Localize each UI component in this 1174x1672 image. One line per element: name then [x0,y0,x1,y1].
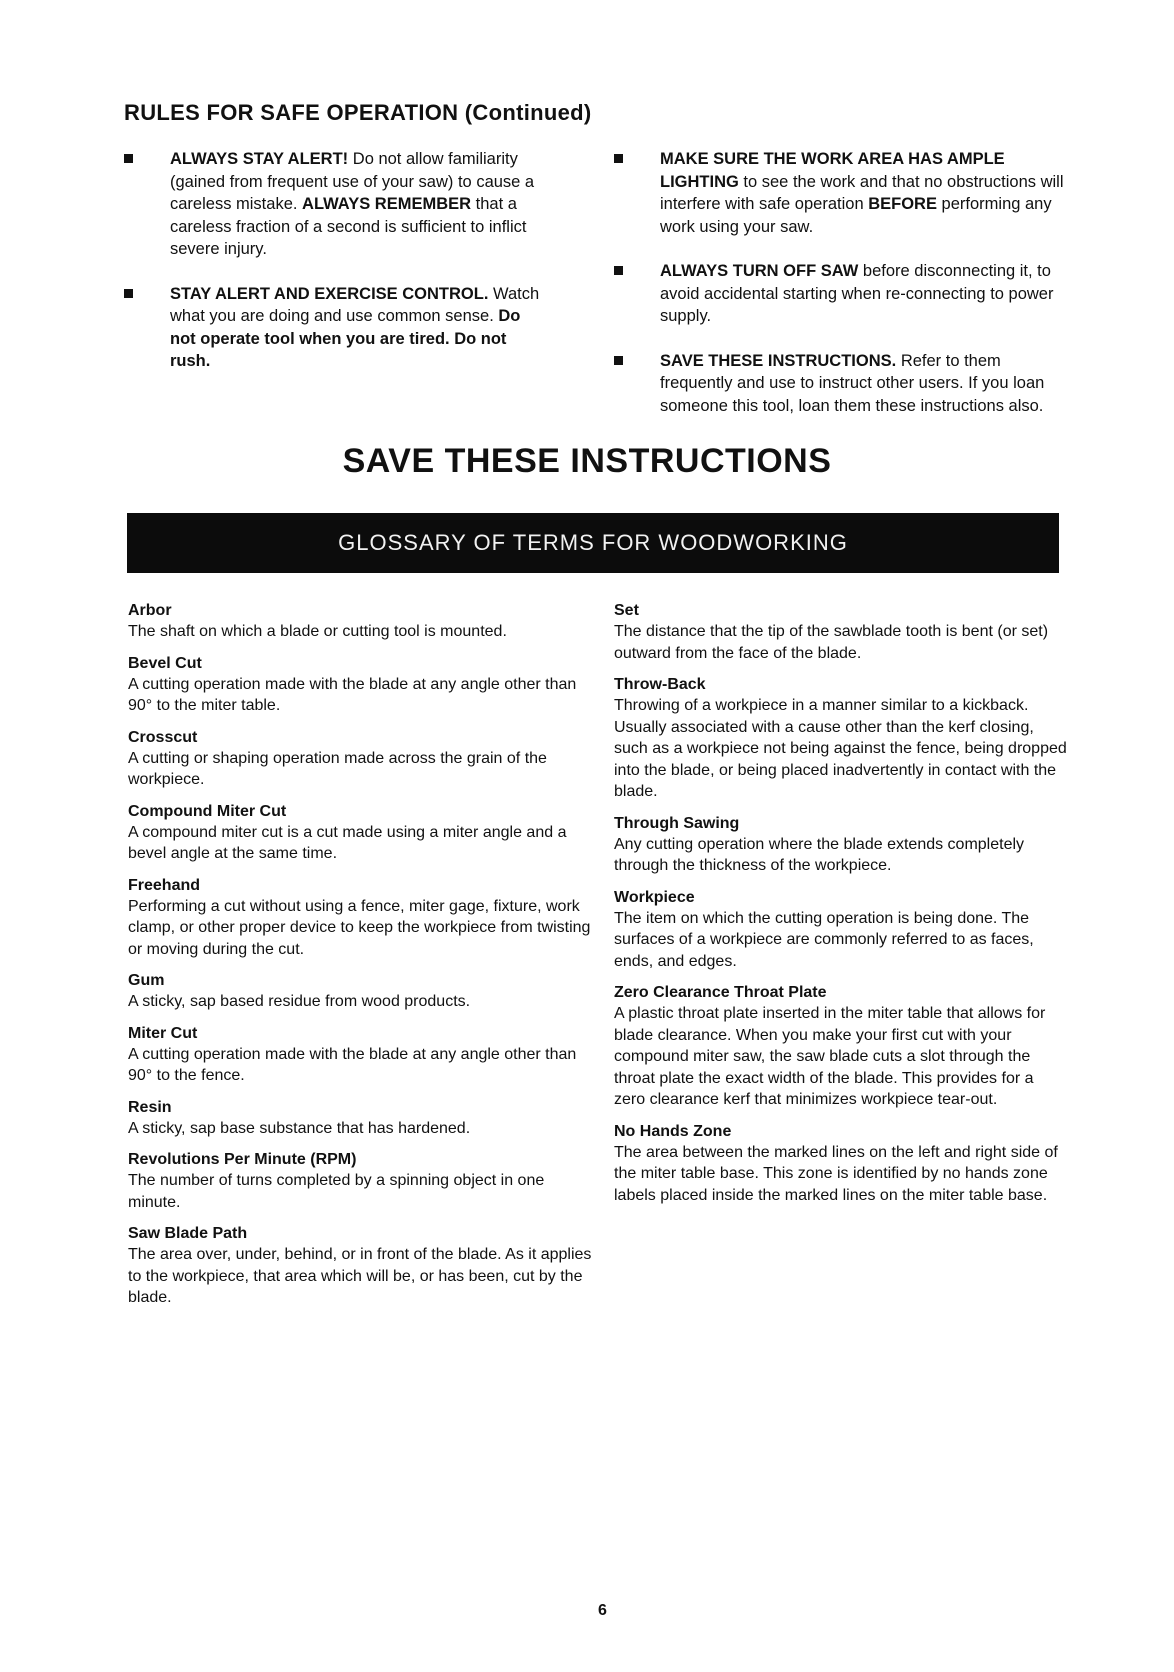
rule-text: Watch what you are doing and use common sense. [170,284,540,325]
glossary-entry [128,727,598,791]
glossary-definition: A cutting operation made with the blade at any angle other than 90° to the miter table. [128,675,577,714]
glossary-entry [128,875,598,961]
glossary-definition: The area over, under, behind, or in front of the blade. As it applies to the workpiece, that area which will be, or has been, cut by the blade. [128,1246,592,1306]
rule-item [124,283,544,373]
glossary-header-bar [127,513,1059,573]
glossary-entry [614,1121,1069,1207]
page-number: 6 [598,1602,607,1619]
glossary-definition: The distance that the tip of the sawblade tooth is bent (or set) outward from the face of the blade. [614,623,1049,662]
glossary-term: Bevel Cut [128,654,202,672]
glossary-entry [614,813,1069,877]
glossary-term: Revolutions Per Minute (RPM) [128,1151,357,1168]
glossary-term: Freehand [128,876,201,894]
glossary-definition: Performing a cut without using a fence, miter gage, fixture, work clamp, or other proper device to keep the workpiece from twisting or moving during the cut. [128,897,591,958]
glossary-entry [614,887,1069,973]
rule-item [614,350,1064,418]
rules-left-column [124,148,544,395]
glossary-term: Zero Clearance Throat Plate [614,984,827,1001]
glossary-term: Throw-Back [614,676,706,693]
rules-title: RULES FOR SAFE OPERATION (Continued) [124,100,592,125]
rule-item [124,148,544,261]
rule-bold-emphasis: ALWAYS REMEMBER [302,195,472,213]
glossary-definition: A sticky, sap base substance that has hardened. [128,1119,471,1137]
rule-text: that a careless fraction of a second is sufficient to inflict severe injury. [170,195,527,258]
square-bullet-icon [124,289,133,298]
glossary-definition: Throwing of a workpiece in a manner similar to a kickback. Usually associated with a cause other than the kerf closing, such as a workpiece not being against the fence, being dropped into the blade, or being placed inadvertently in contact with the blade. [614,697,1067,800]
square-bullet-icon [614,154,623,163]
glossary-entry [614,674,1069,803]
glossary-term: Arbor [128,602,172,619]
glossary-definition: The number of turns completed by a spinning object in one minute. [128,1172,545,1211]
glossary-term: Crosscut [128,728,198,746]
glossary-entry [128,970,598,1013]
rule-text: before disconnecting it, to avoid accidental starting when re-connecting to power supply. [660,262,1054,325]
glossary-entry [128,1223,598,1309]
glossary-term: Miter Cut [128,1024,198,1042]
glossary-term: Gum [128,972,165,989]
glossary-header: GLOSSARY OF TERMS FOR WOODWORKING [338,530,848,555]
glossary-definition: The item on which the cutting operation is being done. The surfaces of a workpiece are commonly referred to as faces, ends, and edges. [614,909,1034,970]
glossary-term: Compound Miter Cut [128,802,287,820]
save-instructions-title: SAVE THESE INSTRUCTIONS [342,442,832,480]
glossary-definition: The shaft on which a blade or cutting tool is mounted. [128,623,507,640]
glossary-entry [128,1023,598,1087]
glossary-entry [128,1097,598,1140]
rule-bold-lead: ALWAYS STAY ALERT! [170,150,349,168]
rule-bold-lead: SAVE THESE INSTRUCTIONS. [660,351,897,370]
rule-bold-emphasis: Do not operate tool when you are tired. Do not rush. [170,307,521,370]
rules-right-column [614,148,1064,439]
rule-bold-lead: ALWAYS TURN OFF SAW [660,262,859,280]
glossary-definition: Any cutting operation where the blade extends completely through the thickness of the workpiece. [614,835,1025,874]
glossary-definition: A cutting or shaping operation made across the grain of the workpiece. [128,749,547,788]
glossary-entry [128,653,598,717]
glossary-definition: The area between the marked lines on the left and right side of the miter table base. This zone is identified by no hands zone labels placed inside the marked lines on the miter table base. [614,1143,1058,1204]
rule-item [614,260,1064,328]
glossary-entry [614,600,1069,664]
rule-text: to see the work and that no obstructions will interfere with safe operation [660,172,1064,213]
glossary-entry [128,1149,598,1213]
rule-text: performing any work using your saw. [660,195,1052,236]
square-bullet-icon [614,356,623,365]
glossary-definition: A cutting operation made with the blade at any angle other than 90° to the fence. [128,1045,577,1084]
square-bullet-icon [614,266,623,275]
glossary-term: Through Sawing [614,814,740,832]
glossary-right-column [614,600,1069,1216]
glossary-term: Set [614,602,639,619]
glossary-definition: A plastic throat plate inserted in the miter table that allows for blade clearance. When you make your first cut with your compound miter saw, the saw blade cuts a slot through the throat plate the exact width of the blade. This provides for a zero clearance kerf that minimizes workpiece tear-out. [614,1005,1046,1108]
glossary-term: Workpiece [614,888,695,906]
rule-text: Refer to them frequently and use to instruct other users. If you loan someone this tool, loan them these instructions also. [660,351,1045,415]
rule-item [614,148,1064,238]
glossary-entry [128,600,598,643]
rule-bold-lead: STAY ALERT AND EXERCISE CONTROL. [170,284,489,303]
rule-text: Do not allow familiarity (gained from frequent use of your saw) to cause a careless mistake. [170,150,535,213]
glossary-entry [128,801,598,865]
glossary-entry [614,982,1069,1111]
square-bullet-icon [124,154,133,163]
rule-bold-lead: MAKE SURE THE WORK AREA HAS AMPLE LIGHTING [660,150,1005,191]
glossary-term: No Hands Zone [614,1122,732,1140]
glossary-term: Saw Blade Path [128,1225,248,1242]
glossary-term: Resin [128,1098,172,1116]
glossary-definition: A compound miter cut is a cut made using a miter angle and a bevel angle at the same time. [128,823,567,862]
glossary-left-column [128,600,598,1319]
glossary-definition: A sticky, sap based residue from wood products. [128,993,471,1010]
rule-bold-emphasis: BEFORE [868,195,937,213]
